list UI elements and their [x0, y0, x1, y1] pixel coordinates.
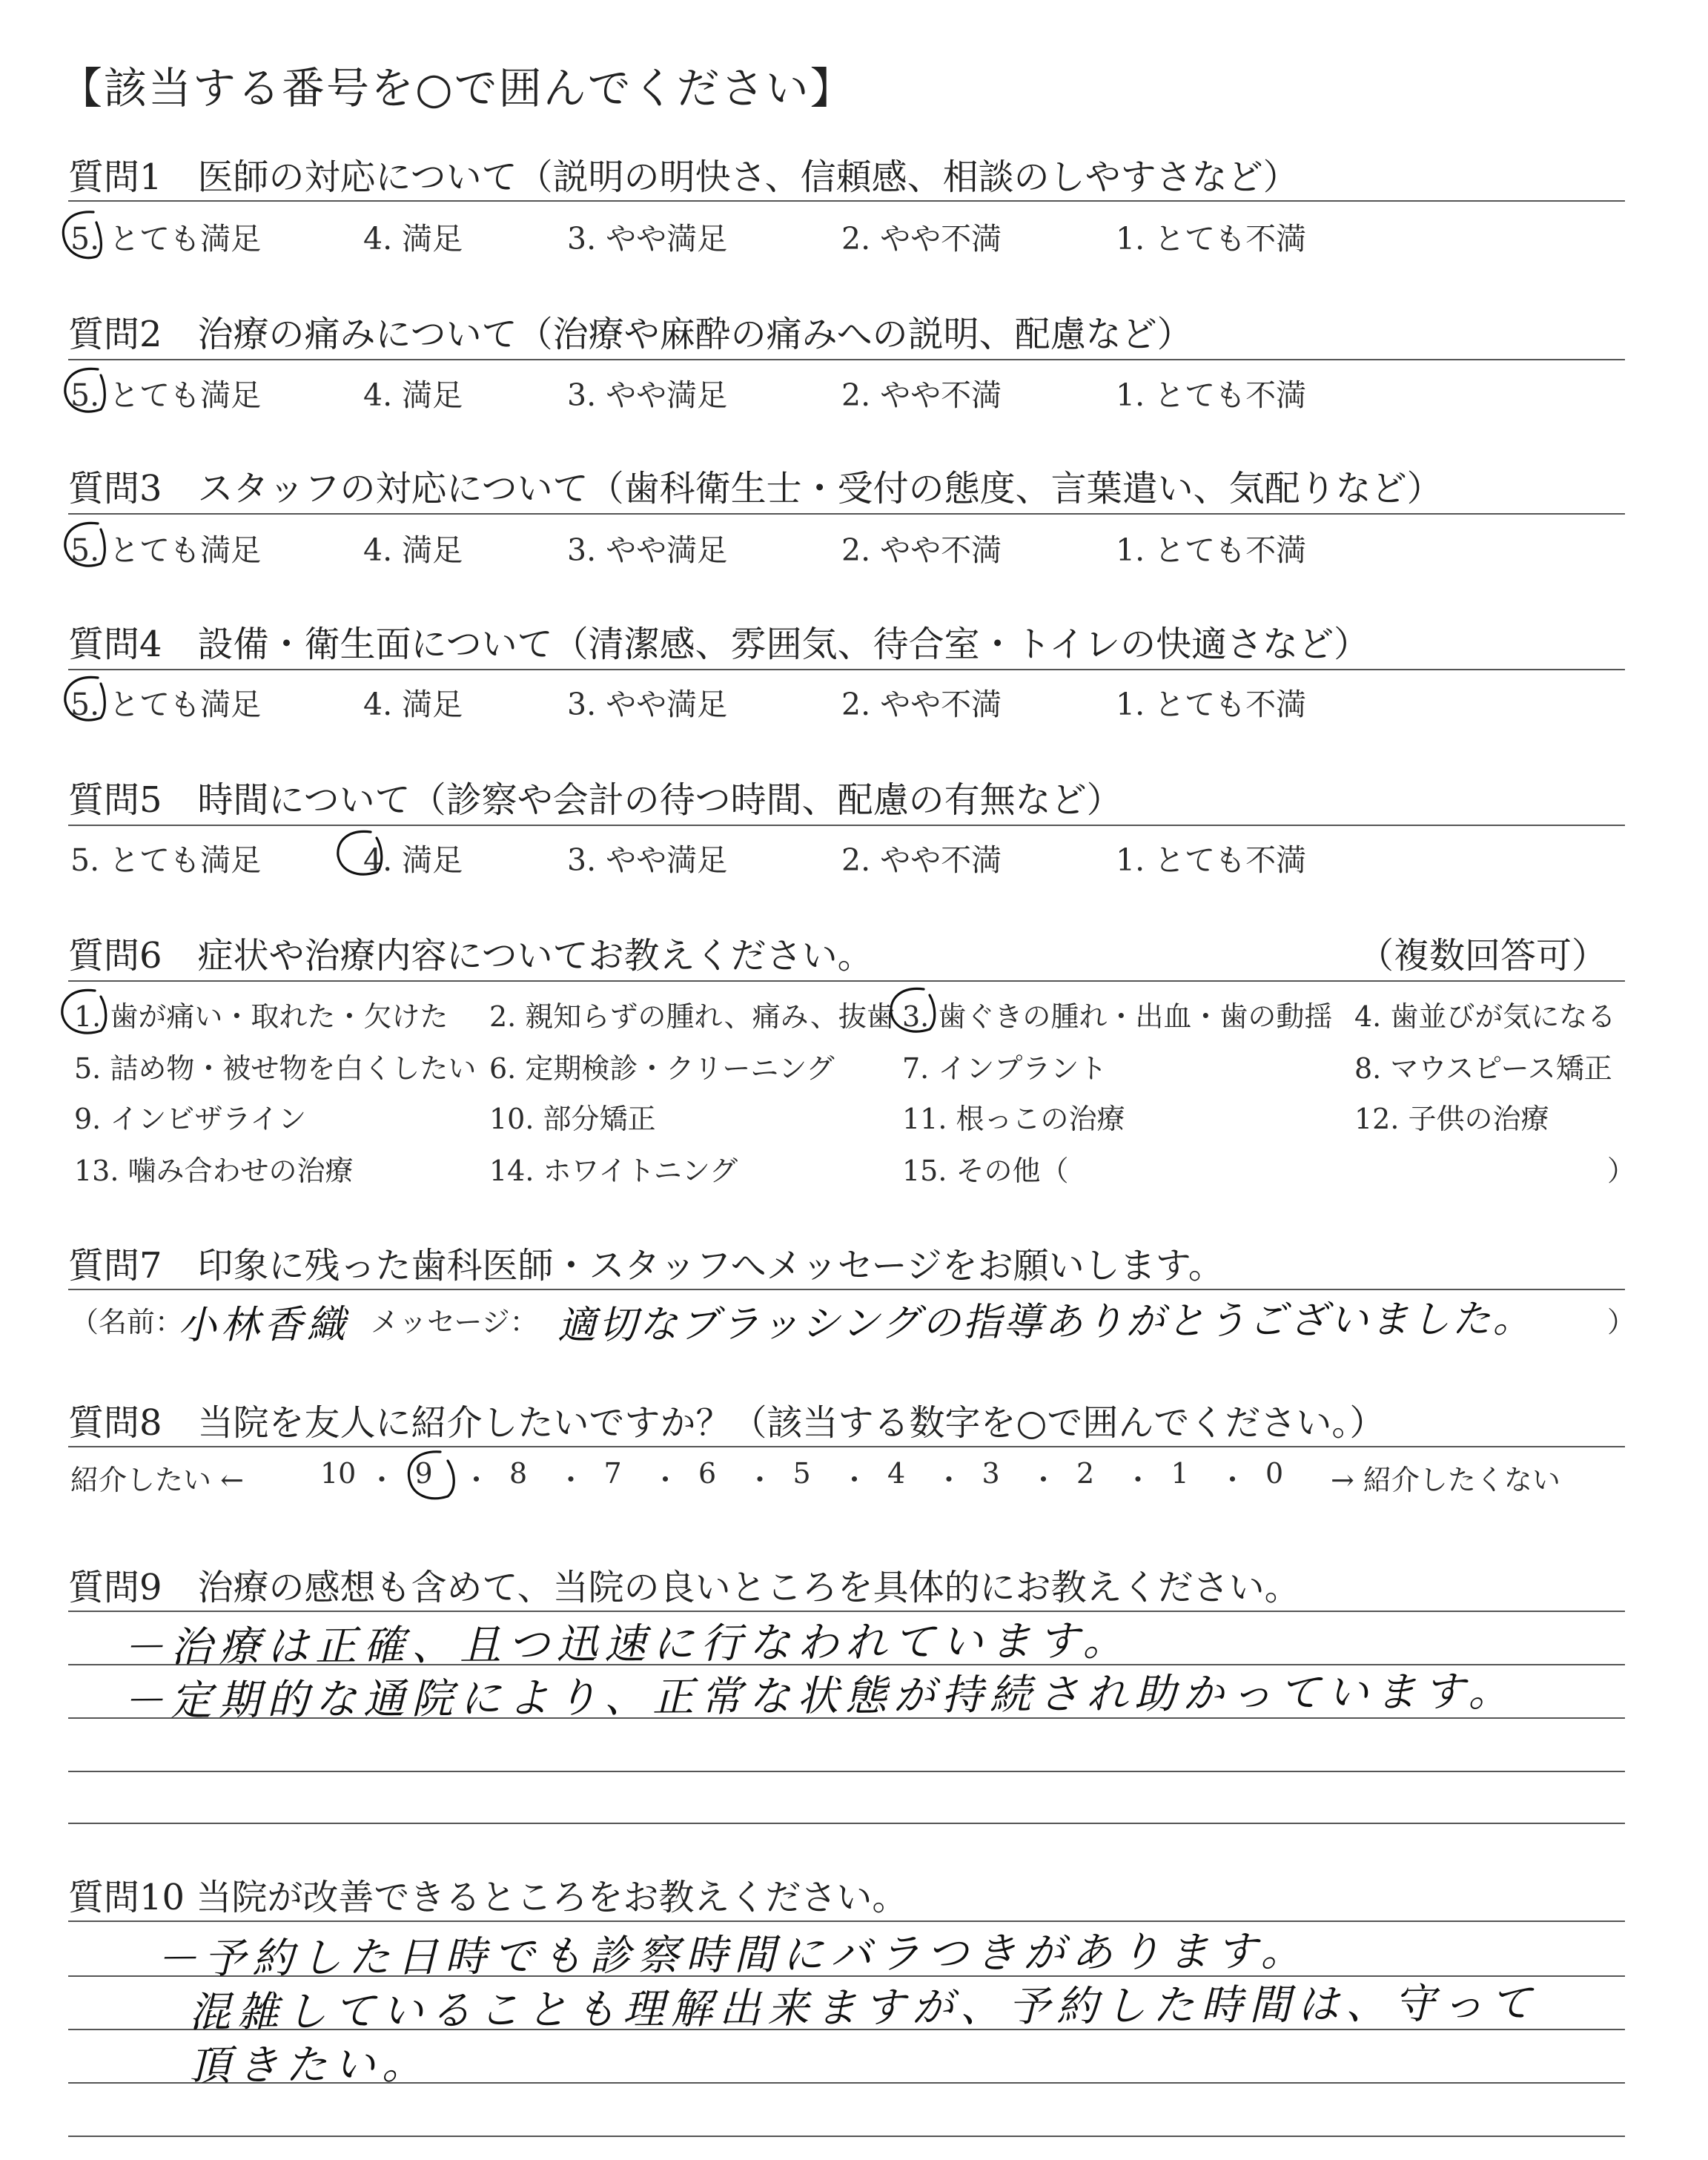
scale-separator: ・: [368, 1464, 397, 1496]
scale-separator: ・: [1029, 1464, 1058, 1496]
symptom-7[interactable]: 7. インプラント: [902, 1052, 1108, 1085]
scale-separator: ・: [840, 1464, 869, 1496]
symptom-14[interactable]: 14. ホワイトニング: [489, 1155, 738, 1187]
symptom-1[interactable]: 1. 歯が痛い・取れた・欠けた: [74, 1000, 448, 1033]
option-5[interactable]: 5. とても満足: [70, 377, 262, 413]
option-5[interactable]: 5. とても満足: [70, 842, 262, 878]
scale-value-0[interactable]: 0: [1265, 1457, 1284, 1490]
symptom-5[interactable]: 5. 詰め物・被せ物を白くしたい: [74, 1052, 477, 1085]
scale-value-9[interactable]: 9: [414, 1457, 433, 1490]
name-prefix: （名前：: [70, 1306, 184, 1338]
symptom-4[interactable]: 4. 歯並びが気になる: [1354, 1000, 1616, 1033]
symptom-2[interactable]: 2. 親知らずの腫れ、痛み、抜歯: [489, 1000, 895, 1033]
option-3[interactable]: 3. やや満足: [567, 377, 728, 413]
symptom-9[interactable]: 9. インビザライン: [74, 1103, 307, 1135]
question-label: 質問9 治療の感想も含めて、当院の良いところを具体的にお教えください。: [68, 1567, 1300, 1608]
scale-value-2[interactable]: 2: [1076, 1457, 1095, 1490]
option-1[interactable]: 1. とても不満: [1116, 221, 1307, 257]
scale-value-4[interactable]: 4: [887, 1457, 906, 1490]
option-2[interactable]: 2. やや不満: [841, 842, 1002, 878]
message-close: ）: [1607, 1306, 1636, 1338]
scale-separator: ・: [1124, 1464, 1153, 1496]
scale-separator: ・: [1218, 1464, 1247, 1496]
symptom-11[interactable]: 11. 根っこの治療: [902, 1103, 1125, 1135]
option-3[interactable]: 3. やや満足: [567, 221, 728, 257]
question-label: 質問1 医師の対応について（説明の明快さ、信頼感、相談のしやすさなど）: [68, 156, 1299, 198]
message-prefix: メッセージ：: [371, 1306, 538, 1338]
symptom-15-close: ）: [1607, 1155, 1636, 1187]
answer-line-3[interactable]: 頂きたい。: [188, 2040, 431, 2090]
option-4[interactable]: 4. 満足: [363, 221, 463, 257]
option-1[interactable]: 1. とても不満: [1116, 532, 1307, 568]
page-title: 【該当する番号を○で囲んでください】: [59, 63, 855, 113]
option-5[interactable]: 5. とても満足: [70, 221, 262, 257]
option-2[interactable]: 2. やや不満: [841, 221, 1002, 257]
option-1[interactable]: 1. とても不満: [1116, 377, 1307, 413]
scale-value-5[interactable]: 5: [792, 1457, 811, 1490]
question-label: 質問4 設備・衛生面について（清潔感、雰囲気、待合室・トイレの快適さなど）: [68, 624, 1370, 665]
question-label: 質問8 当院を友人に紹介したいですか？（該当する数字を○で囲んでください。）: [68, 1402, 1386, 1444]
option-4[interactable]: 4. 満足: [363, 842, 463, 878]
option-2[interactable]: 2. やや不満: [841, 687, 1002, 722]
question-label: 質問10 当院が改善できるところをお教えください。: [68, 1877, 908, 1918]
message-field[interactable]: 適切なブラッシングの指導ありがとうございました。: [557, 1296, 1534, 1348]
scale-separator: ・: [746, 1464, 775, 1496]
option-5[interactable]: 5. とても満足: [70, 532, 262, 568]
symptom-3[interactable]: 3. 歯ぐきの腫れ・出血・歯の動揺: [902, 1000, 1333, 1033]
question-label: 質問2 治療の痛みについて（治療や麻酔の痛みへの説明、配慮など）: [68, 314, 1193, 355]
scale-value-8[interactable]: 8: [509, 1457, 528, 1490]
option-1[interactable]: 1. とても不満: [1116, 842, 1307, 878]
option-5[interactable]: 5. とても満足: [70, 687, 262, 722]
scale-value-1[interactable]: 1: [1171, 1457, 1189, 1490]
option-2[interactable]: 2. やや不満: [841, 377, 1002, 413]
scale-value-3[interactable]: 3: [982, 1457, 1000, 1490]
option-1[interactable]: 1. とても不満: [1116, 687, 1307, 722]
symptom-6[interactable]: 6. 定期検診・クリーニング: [489, 1052, 835, 1085]
scale-separator: ・: [651, 1464, 680, 1496]
symptom-13[interactable]: 13. 噛み合わせの治療: [74, 1155, 354, 1187]
answer-line-1[interactable]: －治療は正確、且つ迅速に行なわれています。: [122, 1616, 1131, 1672]
question-label: 質問7 印象に残った歯科医師・スタッフへメッセージをお願いします。: [68, 1245, 1224, 1287]
option-3[interactable]: 3. やや満足: [567, 687, 728, 722]
scale-value-7[interactable]: 7: [603, 1457, 622, 1490]
option-3[interactable]: 3. やや満足: [567, 842, 728, 878]
option-4[interactable]: 4. 満足: [363, 377, 463, 413]
scale-value-10[interactable]: 10: [320, 1457, 357, 1490]
question-label: 質問3 スタッフの対応について（歯科衛生士・受付の態度、言葉遣い、気配りなど）: [68, 468, 1443, 509]
answer-line-1[interactable]: －予約した日時でも診察時間にバラつきがあります。: [155, 1927, 1309, 1984]
answer-line-2[interactable]: 混雑していることも理解出来ますが、予約した時間は、守って: [188, 1979, 1539, 2037]
multi-answer-note: （複数回答可）: [1358, 935, 1608, 977]
name-field[interactable]: 小林香織: [177, 1302, 351, 1348]
scale-separator: ・: [935, 1464, 964, 1496]
option-2[interactable]: 2. やや不満: [841, 532, 1002, 568]
scale-separator: ・: [557, 1464, 586, 1496]
option-3[interactable]: 3. やや満足: [567, 532, 728, 568]
question-label: 質問6 症状や治療内容についてお教えください。: [68, 935, 873, 977]
scale-left-label: 紹介したい ←: [70, 1464, 244, 1496]
symptom-8[interactable]: 8. マウスピース矯正: [1354, 1052, 1612, 1085]
scale-right-label: → 紹介したくない: [1331, 1464, 1560, 1496]
scale-value-6[interactable]: 6: [698, 1457, 717, 1490]
symptom-10[interactable]: 10. 部分矯正: [489, 1103, 656, 1135]
option-4[interactable]: 4. 満足: [363, 532, 463, 568]
symptom-15[interactable]: 15. その他（: [902, 1155, 1069, 1187]
scale-separator: ・: [462, 1464, 491, 1496]
option-4[interactable]: 4. 満足: [363, 687, 463, 722]
answer-line-2[interactable]: －定期的な通院により、正常な状態が持続され助かっています。: [122, 1667, 1517, 1725]
symptom-12[interactable]: 12. 子供の治療: [1354, 1103, 1549, 1135]
question-label: 質問5 時間について（診察や会計の待つ時間、配慮の有無など）: [68, 779, 1122, 821]
